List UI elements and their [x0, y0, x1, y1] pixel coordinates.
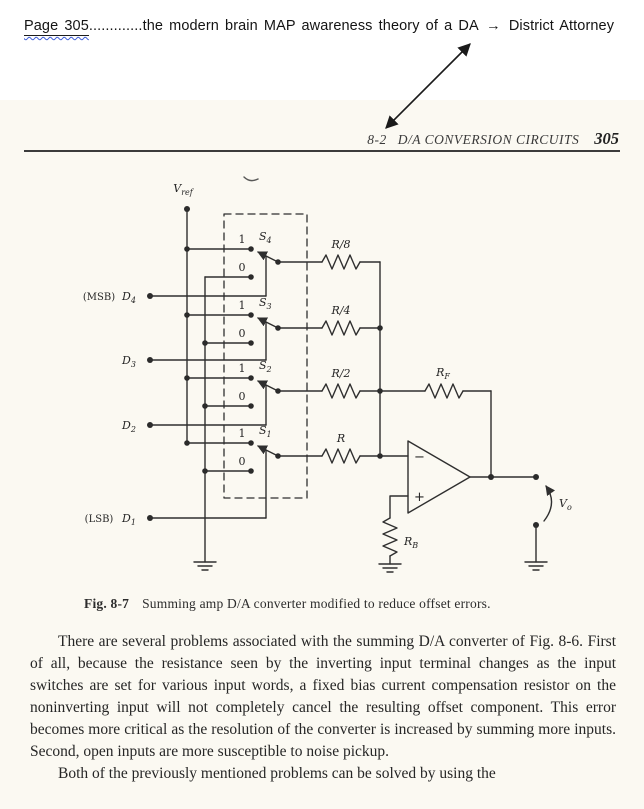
scan-smudge — [244, 177, 258, 181]
svg-text:R/2: R/2 — [331, 367, 351, 380]
paragraph-1: There are several problems associated with the summing D/A converter of Fig. 8-6. First of all, because the resistance seen by the inverting input terminal changes as the input switches are set for various input words, a fixed bias current compensation resistor on the noninverting input will not completely cancel the resulting offset component. This error becomes more critical as the resolution of the converter is increased by summing more inputs. Second, open inputs are more susceptible to noise pickup. — [30, 633, 616, 760]
caption-fig-label: Fig. 8-7 — [84, 596, 130, 611]
opamp-plus-label: + — [414, 490, 425, 505]
wiper-arrow — [258, 446, 278, 456]
svg-text:D4: $D_4$ — [122, 290, 136, 305]
svg-text:D3: $D_3$ — [122, 354, 136, 369]
bias-resistor-rb — [383, 496, 418, 564]
resistor-r2 — [322, 384, 360, 398]
svg-text:(LSB): (LSB) — [84, 514, 114, 525]
svg-text:Vref: $V_{ref}$ — [173, 182, 193, 197]
switch-s2 — [187, 359, 380, 425]
vref-source — [173, 182, 195, 443]
ground-symbol-left — [194, 562, 216, 570]
annotation-text: the modern brain MAP awareness theory of a DA — [142, 18, 478, 34]
svg-text:RF: $R_F$ — [436, 366, 450, 381]
circuit-figure — [60, 168, 600, 593]
double-arrow-line — [386, 44, 470, 128]
svg-text:R: R — [336, 432, 346, 445]
switch-s1 — [187, 424, 380, 518]
opamp — [408, 441, 470, 513]
figure-caption — [84, 596, 604, 612]
svg-text:R/8: R/8 — [331, 238, 351, 251]
input-d1 — [85, 512, 266, 527]
caption-text: Summing amp D/A converter modified to reduce offset errors. — [142, 596, 491, 611]
annotation-pointer-arrow — [370, 36, 480, 136]
header-rule — [24, 150, 620, 152]
svg-text:0: 0 — [238, 327, 246, 340]
svg-text:R/4: R/4 — [331, 304, 351, 317]
right-arrow-icon: → — [486, 18, 501, 34]
svg-text:1: 1 — [238, 427, 246, 440]
svg-text:S4: $S_4$ — [259, 230, 272, 245]
page-reference: Page 305 — [24, 18, 89, 34]
section-number: 8-2 — [367, 132, 387, 147]
ground-symbol-right — [525, 562, 547, 570]
wiper-arrow — [258, 381, 278, 391]
svg-text:S1: $S_1$ — [259, 424, 272, 439]
svg-text:Vo: $V_o$ — [559, 497, 572, 512]
paragraph-2: Both of the previously mentioned problems can be solved by using the — [58, 765, 496, 782]
page-number: 305 — [594, 129, 619, 148]
svg-text:0: 0 — [238, 390, 246, 403]
svg-text:1: 1 — [238, 362, 246, 375]
switch-s3 — [187, 296, 380, 360]
svg-text:S2: $S_2$ — [259, 359, 272, 374]
opamp-minus-label: − — [414, 450, 425, 465]
svg-text:0: 0 — [238, 455, 246, 468]
wiper-arrow — [258, 252, 278, 262]
header-title: D/A CONVERSION CIRCUITS — [397, 132, 580, 147]
ground-symbol-middle — [379, 564, 401, 572]
running-header — [367, 129, 619, 149]
vo-arrow — [544, 486, 552, 521]
vo-label-group — [544, 486, 572, 521]
annotation-line — [24, 18, 634, 34]
svg-text:RB: $R_B$ — [404, 535, 419, 550]
svg-text:1: 1 — [238, 233, 246, 246]
annotation-dots: ............. — [88, 18, 143, 34]
resistor-r4 — [322, 321, 360, 335]
output-node — [470, 474, 539, 562]
body-text — [30, 631, 616, 785]
svg-text:(MSB): (MSB) — [82, 292, 116, 303]
switch-s4 — [187, 230, 380, 296]
annotation-target: District Attorney — [508, 18, 615, 34]
svg-text:1: 1 — [238, 299, 246, 312]
resistor-r8 — [322, 255, 360, 269]
svg-text:0: 0 — [238, 261, 246, 274]
svg-text:S3: $S_3$ — [259, 296, 272, 311]
resistor-r — [322, 449, 360, 463]
svg-text:D2: $D_2$ — [122, 419, 136, 434]
svg-text:D1: $D_1$ — [122, 512, 136, 527]
wiper-arrow — [258, 318, 278, 328]
feedback-resistor-rf — [380, 366, 491, 477]
